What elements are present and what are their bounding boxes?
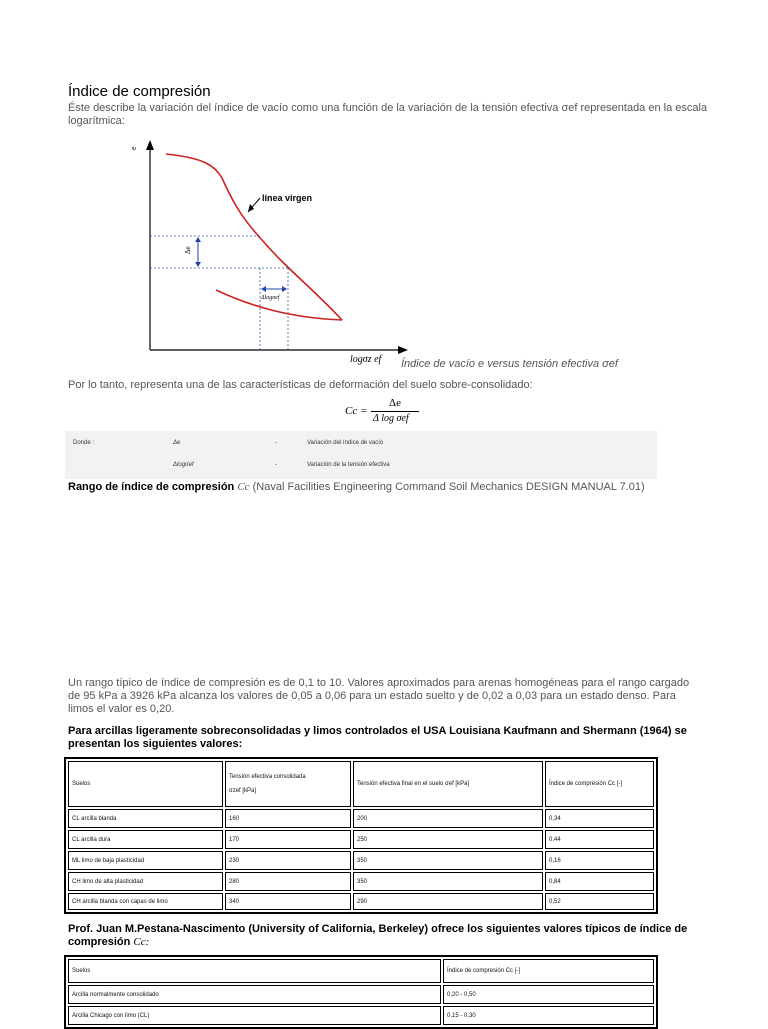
table-row [68, 872, 654, 891]
table-cell: 0,15 - 0,30 [443, 1006, 654, 1025]
table-header-cell: Índice de compresión Cc [-] [545, 761, 654, 807]
y-axis-label: e [129, 146, 138, 150]
table-cell: 0,16 [545, 851, 654, 870]
page-title: Índice de compresión [68, 83, 211, 100]
intro-paragraph: Éste describe la variación del índice de vacío como una función de la variación de la tensión efectiva σef representada en la escala logarítmica: [68, 102, 708, 127]
table-cell: CL arcilla blanda [68, 809, 223, 828]
definition-description: Variación del índice de vacío [307, 440, 384, 446]
table-cell: 350 [353, 872, 543, 891]
table-cell: 340 [225, 893, 351, 910]
table-row [68, 985, 654, 1004]
table-cell: 350 [353, 851, 543, 870]
delta-e-label: Δe [184, 246, 192, 254]
table-row [68, 893, 654, 910]
range-heading-symbol: Cc [237, 481, 250, 493]
table-header-cell: Suelos [68, 959, 441, 983]
table-cell: CH arcilla blanda con capas de limo [68, 893, 223, 910]
table-cell: CL arcilla dura [68, 830, 223, 849]
table-cell: 170 [225, 830, 351, 849]
table-cell: 280 [225, 872, 351, 891]
definition-label: Donde : [73, 440, 95, 446]
table-cell: 0,84 [545, 872, 654, 891]
table-row [68, 851, 654, 870]
definition-description: Variación de la tensión efectiva [307, 462, 390, 468]
definition-symbol: Δlogσef [173, 462, 194, 468]
range-heading-bold: Rango de índice de compresión [68, 481, 235, 493]
clays-heading: Para arcillas ligeramente sobreconsolidadas y limos controlados el USA Louisiana Kaufmann and Shermann (1964) se presentan los siguientes valores: [68, 725, 687, 750]
range-heading-source: (Naval Facilities Engineering Command Soil Mechanics DESIGN MANUAL 7.01) [252, 481, 645, 493]
table-header-cell: Índice de compresión Cc [-] [443, 959, 654, 983]
table-row [68, 809, 654, 828]
table-cell: 250 [353, 830, 543, 849]
definition-dash: - [275, 440, 277, 446]
table-header-cell: Suelos [68, 761, 223, 807]
table-cell: Arcilla normalmente consolidado [68, 985, 441, 1004]
pestana-heading [68, 923, 688, 949]
table-cell: ML limo de baja plasticidad [68, 851, 223, 870]
table-cell: 230 [225, 851, 351, 870]
table-cell: 0,20 - 0,50 [443, 985, 654, 1004]
guide-lines [150, 236, 288, 350]
table-cell: 0,44 [545, 830, 654, 849]
definition-symbol: Δe [173, 440, 181, 446]
table-header-row [68, 959, 654, 983]
table-row [68, 830, 654, 849]
table-cell: 290 [353, 893, 543, 910]
header-line: Tensión efectiva consolidada [229, 774, 306, 780]
definition-dash: - [275, 462, 277, 468]
x-axis-label: logσz ef [350, 354, 382, 365]
table-header-cell: Tensión efectiva final en el suelo σef [kPa] [353, 761, 543, 807]
curve-label: línea virgen [262, 193, 313, 203]
header-sub: σzef [kPa] [229, 788, 257, 794]
pestana-heading-text: Prof. Juan M.Pestana-Nascimento (University of California, Berkeley) ofrece los siguientes valores típicos de índice de compresión [68, 923, 688, 948]
virgin-curve [166, 154, 342, 320]
clays-table [64, 757, 658, 914]
formula-denominator: Δ log σef [373, 413, 409, 424]
range-heading [68, 481, 718, 494]
table-cell: 0,52 [545, 893, 654, 910]
table-cell: Arcilla Chicago con limo (CL) [68, 1006, 441, 1025]
formula-numerator: Δe [389, 397, 401, 409]
figure-caption: Índice de vacío e versus tensión efectiva σef [401, 358, 618, 370]
table-row [68, 1006, 654, 1025]
table-header-row [68, 761, 654, 807]
table-cell: 0,34 [545, 809, 654, 828]
table-cell: 200 [353, 809, 543, 828]
delta-log-label: Δlogσef [261, 295, 280, 301]
void-ratio-figure [120, 138, 410, 378]
typical-range-paragraph: Un rango típico de índice de compresión es de 0,1 to 10. Valores aproximados para arenas homogéneas para el rango cargado de 95 kPa a 3926 kPa alcanza los valores de 0,05 a 0,06 para un estado suelto y de 0,02 a 0,03 para un estado denso. Para limos el valor es 0,20. [68, 677, 690, 715]
pestana-heading-symbol: Cc: [133, 936, 150, 948]
table-cell: CH limo de alta plasticidad [68, 872, 223, 891]
pestana-table [64, 955, 658, 1029]
deformation-paragraph: Por lo tanto, representa una de las características de deformación del suelo sobre-consolidado: [68, 379, 533, 391]
fraction-bar [371, 411, 419, 412]
formula-lhs: Cc = [345, 405, 368, 417]
definitions-box [65, 431, 657, 479]
table-cell: 160 [225, 809, 351, 828]
table-header-cell [225, 761, 351, 807]
